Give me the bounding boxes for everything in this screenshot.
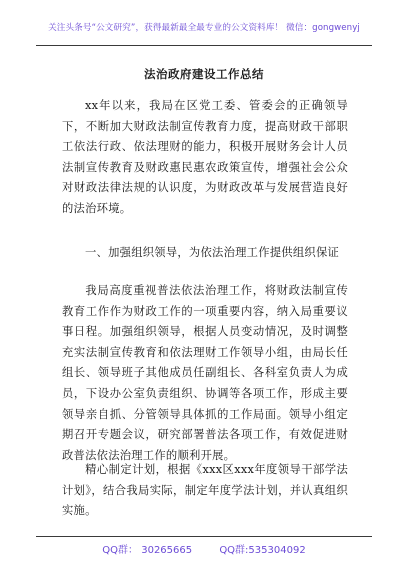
paragraph-organization bbox=[62, 281, 348, 466]
paragraph-organization-text: 我局高度重视普法依法治理工作，将财政法制宣传教育工作作为财政工作的一项重要内容，纳入局重要议事日程。加强组织领导，根据人员变动情况，及时调整充实法制宣传教育和依法理财工作领导小组，由局长任组长、领导班子其他成员任副组长、各科室负责人为成员，下设办公室负责组织、协调等各项工作，形成主要领导亲自抓、分管领导具体抓的工作局面。领导小组定期召开专题会议，研究部署普法各项工作，有效促进财政普法依法治理工作的顺利开展。 bbox=[62, 284, 348, 462]
section-heading-text: 一、加强组织领导，为依法治理工作提供组织保证 bbox=[85, 246, 340, 259]
footer-divider bbox=[36, 536, 372, 537]
paragraph-intro bbox=[62, 96, 348, 220]
footer-qq-group-2: QQ群:535304092 bbox=[219, 545, 306, 556]
paragraph-plan bbox=[62, 460, 348, 522]
header-banner: 关注头条号“公文研究”，获得最新最全最专业的公文资料库！ 微信：gongwenyj bbox=[48, 23, 360, 33]
paragraph-intro-text: xx年以来，我局在区党工委、管委会的正确领导下，不断加大财政法制宣传教育力度，提高财政干部职工依法行政、依法理财的能力，积极开展财务会计人员法制宣传教育及财政惠民惠农政策宣传，增强社会公众对财政法律法规的认识度，为财政改革与发展营造良好的法治环境。 bbox=[62, 99, 348, 215]
header-divider bbox=[36, 45, 372, 46]
document-title: 法治政府建设工作总结 bbox=[144, 67, 264, 81]
footer-qq-group-1: QQ群： 30265665 bbox=[102, 545, 193, 556]
footer bbox=[0, 541, 408, 556]
paragraph-plan-text: 精心制定计划，根据《xxx区xxx年度领导干部学法计划》，结合我局实际，制定年度学法计划，并认真组织实施。 bbox=[62, 463, 348, 518]
section-heading bbox=[62, 243, 362, 263]
